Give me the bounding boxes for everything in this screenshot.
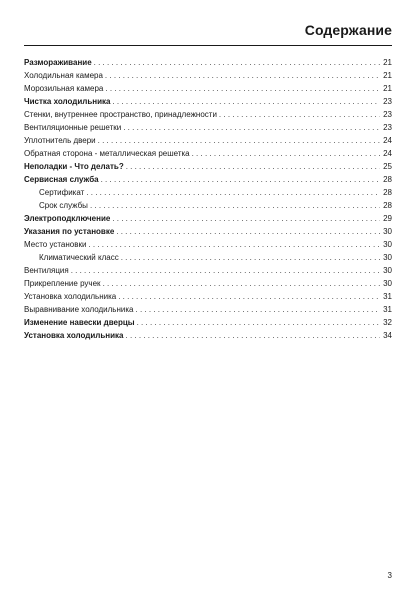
toc-leader-dots bbox=[98, 134, 380, 147]
toc-entry bbox=[24, 69, 392, 82]
toc-leader-dots bbox=[116, 225, 380, 238]
toc-entry-page: 21 bbox=[383, 71, 392, 80]
toc-entry-page: 30 bbox=[383, 227, 392, 236]
toc-leader-dots bbox=[94, 56, 380, 69]
toc-leader-dots bbox=[71, 264, 380, 277]
toc-entry-page: 23 bbox=[383, 110, 392, 119]
toc-entry bbox=[24, 121, 392, 134]
toc-leader-dots bbox=[126, 160, 380, 173]
toc-entry-label: Вентиляция bbox=[24, 266, 69, 275]
toc-entry-label: Установка холодильника bbox=[24, 331, 124, 340]
toc-entry-label: Обратная сторона - металлическая решетка bbox=[24, 149, 190, 158]
toc-leader-dots bbox=[101, 173, 380, 186]
toc-leader-dots bbox=[121, 251, 380, 264]
toc-entry-page: 28 bbox=[383, 201, 392, 210]
toc-entry-page: 31 bbox=[383, 292, 392, 301]
toc-entry-page: 24 bbox=[383, 149, 392, 158]
toc-entry-label: Неполадки - Что делать? bbox=[24, 162, 124, 171]
toc-entry-label: Уплотнитель двери bbox=[24, 136, 96, 145]
toc-leader-dots bbox=[123, 121, 380, 134]
toc-entry-label: Сервисная служба bbox=[24, 175, 99, 184]
toc-entry bbox=[24, 316, 392, 329]
toc-leader-dots bbox=[112, 212, 380, 225]
toc-entry bbox=[24, 186, 392, 199]
toc-leader-dots bbox=[86, 186, 380, 199]
toc-entry bbox=[24, 212, 392, 225]
toc-leader-dots bbox=[112, 95, 380, 108]
toc-entry-label: Место установки bbox=[24, 240, 87, 249]
toc-entry bbox=[24, 95, 392, 108]
header-rule bbox=[24, 45, 392, 46]
toc-entry-label: Выравнивание холодильника bbox=[24, 305, 134, 314]
toc-entry-page: 31 bbox=[383, 305, 392, 314]
toc-leader-dots bbox=[126, 329, 381, 342]
toc-leader-dots bbox=[105, 82, 380, 95]
toc-entry bbox=[24, 251, 392, 264]
toc-entry-page: 30 bbox=[383, 240, 392, 249]
toc-entry-label: Стенки, внутреннее пространство, принадлежности bbox=[24, 110, 217, 119]
toc-entry-page: 23 bbox=[383, 97, 392, 106]
toc-entry bbox=[24, 56, 392, 69]
toc-entry-page: 28 bbox=[383, 175, 392, 184]
toc-leader-dots bbox=[105, 69, 380, 82]
toc-entry-label: Чистка холодильника bbox=[24, 97, 111, 106]
toc-leader-dots bbox=[136, 303, 381, 316]
toc-entry bbox=[24, 238, 392, 251]
page-title: Содержание bbox=[304, 22, 392, 38]
toc-entry bbox=[24, 173, 392, 186]
toc-entry-label: Установка холодильника bbox=[24, 292, 117, 301]
toc-entry-page: 29 bbox=[383, 214, 392, 223]
toc-entry-page: 24 bbox=[383, 136, 392, 145]
toc-entry-page: 30 bbox=[383, 266, 392, 275]
table-of-contents bbox=[24, 56, 392, 342]
toc-entry bbox=[24, 303, 392, 316]
toc-entry-label: Указания по установке bbox=[24, 227, 115, 236]
toc-entry-page: 28 bbox=[383, 188, 392, 197]
toc-leader-dots bbox=[103, 277, 380, 290]
toc-leader-dots bbox=[192, 147, 380, 160]
toc-entry-label: Климатический класс bbox=[39, 253, 119, 262]
toc-entry-label: Морозильная камера bbox=[24, 84, 104, 93]
toc-entry-page: 21 bbox=[383, 58, 392, 67]
toc-entry bbox=[24, 199, 392, 212]
toc-leader-dots bbox=[88, 238, 380, 251]
toc-entry-page: 25 bbox=[383, 162, 392, 171]
toc-entry-label: Вентиляционные решетки bbox=[24, 123, 122, 132]
toc-entry bbox=[24, 108, 392, 121]
toc-entry-label: Прикрепление ручек bbox=[24, 279, 101, 288]
page-number: 3 bbox=[387, 571, 392, 580]
toc-leader-dots bbox=[137, 316, 380, 329]
toc-leader-dots bbox=[90, 199, 380, 212]
toc-entry-label: Изменение навески дверцы bbox=[24, 318, 135, 327]
toc-entry-label: Срок службы bbox=[39, 201, 88, 210]
toc-entry bbox=[24, 147, 392, 160]
toc-entry-label: Сертификат bbox=[39, 188, 85, 197]
toc-entry-page: 21 bbox=[383, 84, 392, 93]
toc-entry-label: Размораживание bbox=[24, 58, 92, 67]
toc-entry-page: 32 bbox=[383, 318, 392, 327]
toc-entry bbox=[24, 264, 392, 277]
toc-entry bbox=[24, 160, 392, 173]
toc-entry-label: Холодильная камера bbox=[24, 71, 103, 80]
toc-leader-dots bbox=[118, 290, 380, 303]
toc-entry-page: 34 bbox=[383, 331, 392, 340]
toc-entry-page: 30 bbox=[383, 279, 392, 288]
toc-entry bbox=[24, 329, 392, 342]
toc-entry bbox=[24, 277, 392, 290]
toc-entry-label: Электроподключение bbox=[24, 214, 111, 223]
toc-entry-page: 23 bbox=[383, 123, 392, 132]
toc-entry bbox=[24, 82, 392, 95]
toc-entry bbox=[24, 290, 392, 303]
toc-entry bbox=[24, 225, 392, 238]
toc-entry-page: 30 bbox=[383, 253, 392, 262]
toc-entry bbox=[24, 134, 392, 147]
toc-leader-dots bbox=[219, 108, 380, 121]
